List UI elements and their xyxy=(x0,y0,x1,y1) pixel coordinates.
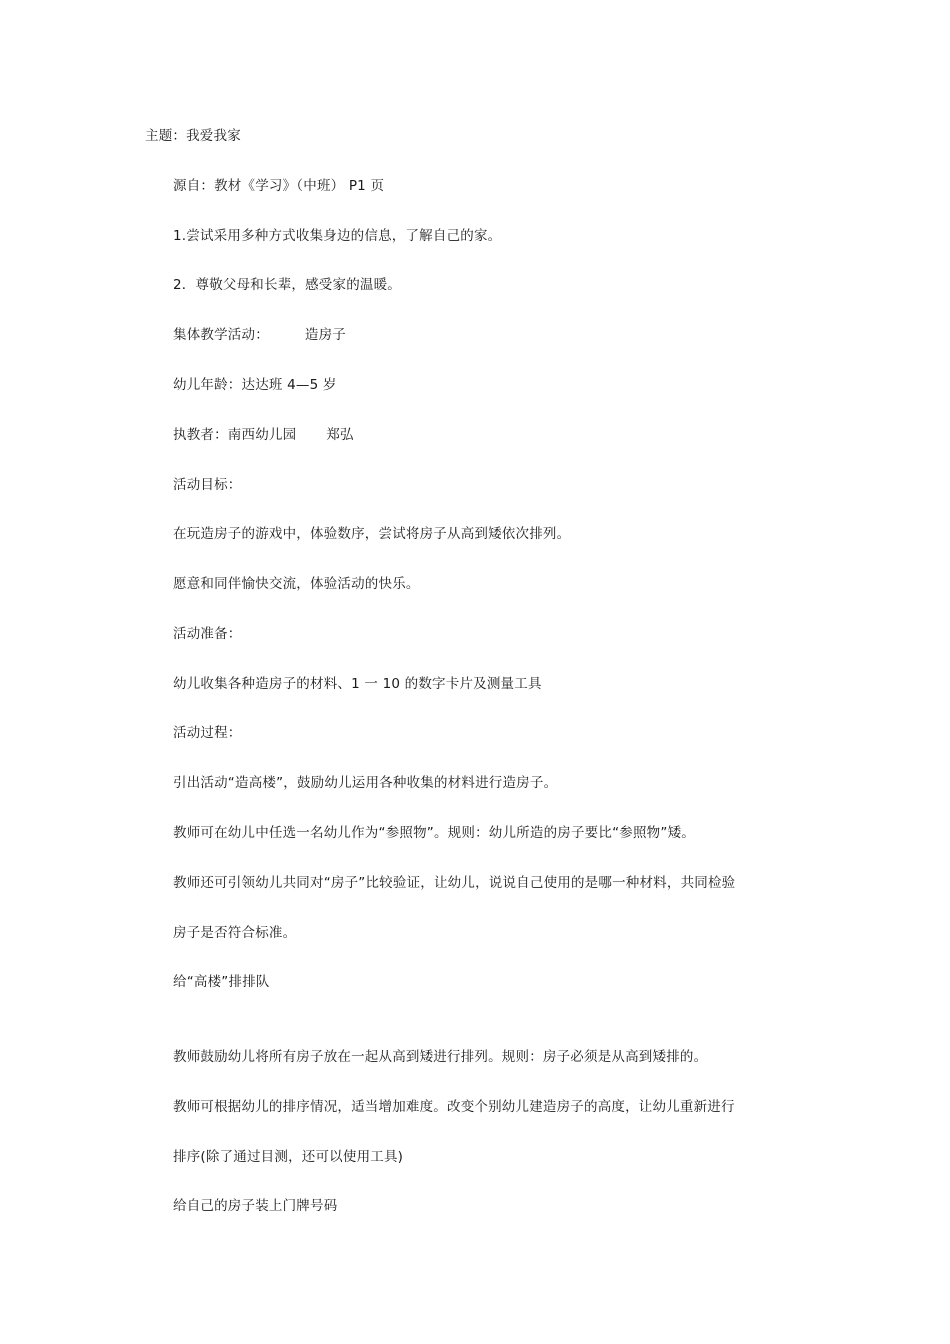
process-step-7: 给自己的房子装上门牌号码 xyxy=(173,1198,338,1214)
process-step-6a: 教师可根据幼儿的排序情况，适当增加难度。改变个别幼儿建造房子的高度，让幼儿重新进行 xyxy=(173,1099,735,1115)
teacher-label: 执教者：南西幼儿园 xyxy=(173,427,297,443)
objectives-heading: 活动目标： xyxy=(173,477,242,493)
activity-label: 集体教学活动： xyxy=(173,327,269,343)
source-line: 源自：教材《学习》（中班） P1 页 xyxy=(173,178,385,194)
teacher-name: 郑弘 xyxy=(326,427,354,443)
theme-line: 主题：我爱我家 xyxy=(145,128,241,144)
objective-2: 愿意和同伴愉快交流，体验活动的快乐。 xyxy=(173,576,420,592)
objective-1: 在玩造房子的游戏中，体验数序，尝试将房子从高到矮依次排列。 xyxy=(173,526,571,542)
prep-item: 幼儿收集各种造房子的材料、1 一 10 的数字卡片及测量工具 xyxy=(173,676,542,692)
process-step-4: 给“高楼”排排队 xyxy=(173,974,270,990)
process-step-2: 教师可在幼儿中任选一名幼儿作为“参照物”。规则：幼儿所造的房子要比“参照物”矮。 xyxy=(173,825,695,841)
process-step-1: 引出活动“造高楼”，鼓励幼儿运用各种收集的材料进行造房子。 xyxy=(173,775,558,791)
process-step-3a: 教师还可引领幼儿共同对“房子”比较验证，让幼儿，说说自己使用的是哪一种材料，共同检验 xyxy=(173,875,736,891)
activity-name: 造房子 xyxy=(304,327,347,343)
process-step-5: 教师鼓励幼儿将所有房子放在一起从高到矮进行排列。规则：房子必须是从高到矮排的。 xyxy=(173,1049,708,1065)
teacher-line xyxy=(173,426,354,444)
goal-2: 2．尊敬父母和长辈，感受家的温暖。 xyxy=(173,277,401,293)
process-step-6b: 排序(除了通过目测，还可以使用工具) xyxy=(173,1149,404,1165)
goal-1: 1.尝试采用多种方式收集身边的信息，了解自己的家。 xyxy=(173,228,502,244)
age-line: 幼儿年龄：达达班 4—5 岁 xyxy=(173,377,337,393)
process-step-3b: 房子是否符合标准。 xyxy=(173,925,297,941)
prep-heading: 活动准备： xyxy=(173,626,242,642)
activity-line xyxy=(173,326,346,344)
process-heading: 活动过程： xyxy=(173,725,242,741)
